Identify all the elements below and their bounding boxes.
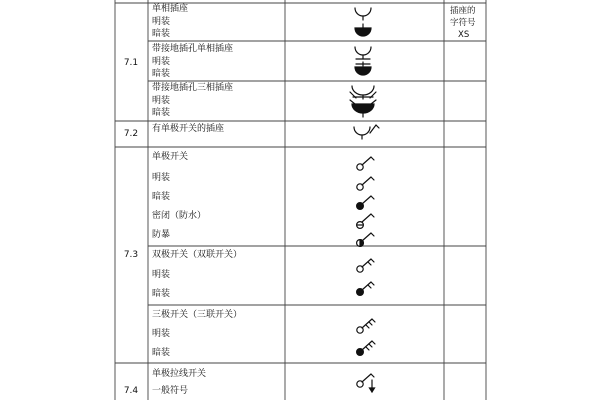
item-label: 防暴 [152,230,171,240]
item-label: 暗装 [152,192,171,202]
group-title: 带接地插孔单相插座 [152,44,234,54]
switch-triple-pole-concealed-icon [357,341,375,355]
switch-triple-pole-surface-icon [357,319,375,333]
socket-with-switch-icon [354,125,379,139]
group-title: 单极拉线开关 [152,369,207,379]
switch-double-pole-surface-icon [357,259,374,272]
socket-single-phase-concealed-icon [355,24,371,36]
item-label: 明装 [152,57,171,67]
item-label: 暗装 [152,108,171,118]
item-label: 明装 [152,173,171,183]
group-title: 双极开关（双联开关） [152,250,243,260]
item-label: 明装 [152,270,171,280]
group-title: 三极开关（三联开关） [152,310,243,320]
group-title: 带接地插孔三相插座 [152,83,234,93]
socket-earthed-three-phase-surface-icon [350,86,376,99]
switch-single-pole-concealed-icon [357,196,374,209]
group-title: 有单极开关的插座 [152,124,225,134]
socket-single-phase-surface-icon [355,8,371,20]
switch-double-pole-concealed-icon [357,282,374,295]
note-code: XS [458,30,470,40]
socket-earthed-three-phase-concealed-icon [350,100,376,117]
item-label: 一般符号 [152,386,189,396]
item-label: 明装 [152,96,171,106]
switch-single-pole-sealed-icon [357,214,374,228]
item-label: 暗装 [152,29,171,39]
socket-earthed-single-phase-surface-icon [355,47,371,59]
note-text: 插座的 [450,6,476,16]
item-label: 暗装 [152,289,171,299]
socket-earthed-single-phase-concealed-icon [355,62,371,75]
row-number: 7.3 [123,250,139,260]
group-title: 单相插座 [152,4,189,14]
switch-single-pole-surface-icon [357,177,374,190]
pull-cord-switch-icon [357,374,375,392]
item-label: 明装 [152,329,171,339]
group-title: 单极开关 [152,152,189,162]
row-number: 7.4 [123,386,139,396]
note-text: 字符号 [450,18,476,28]
item-label: 密闭（防水） [152,211,207,221]
row-number: 7.1 [123,58,139,68]
switch-single-pole-explosion-proof-icon [357,233,374,246]
switch-single-pole-icon [357,157,374,170]
item-label: 暗装 [152,348,171,358]
item-label: 暗装 [152,69,171,79]
item-label: 明装 [152,17,171,27]
row-number: 7.2 [123,129,139,139]
